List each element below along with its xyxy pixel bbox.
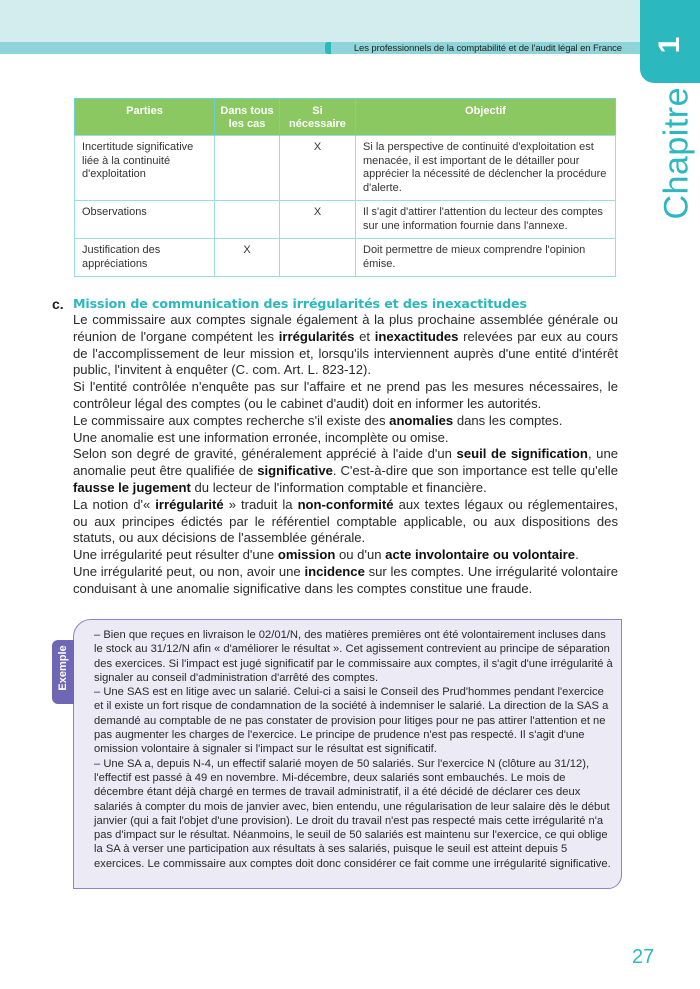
text: Le commissaire aux comptes signale également à la plus prochaine assemblée générale ou réunion de l'organe compétent les	[73, 312, 618, 344]
cell-objectif: Si la perspective de continuité d'exploitation est menacée, il est important de le détailler pour apprécier la nécessité de déclencher la procédure d'alerte.	[356, 136, 616, 201]
top-band	[0, 0, 640, 42]
running-title: Les professionnels de la comptabilité et de l'audit légal en France	[353, 42, 622, 54]
cell-tous-cas: X	[215, 239, 280, 277]
table-row	[75, 239, 616, 277]
text: La notion d'«	[73, 496, 156, 512]
paragraph	[73, 547, 618, 564]
text: , une anomalie peut être qualifiée de	[73, 446, 619, 479]
text: dans les comptes.	[453, 412, 563, 428]
text: relevées par eux au cours de l'accomplissement de leur mission et, lorsqu'ils interviennent auprès d'une entité d'intérêt public, l'invitent à enquêter (C. com. Art. L. 823-12).	[73, 328, 618, 378]
cell-si-necessaire	[280, 239, 356, 277]
table-row	[75, 136, 616, 201]
text: Une irrégularité peut résulter d'une	[73, 547, 278, 563]
cell-tous-cas	[215, 201, 280, 239]
bold-term: irrégularité	[155, 496, 224, 512]
text: Selon son degré de gravité, généralement apprécié à l'aide d'un	[73, 446, 457, 462]
cell-partie: Justification des appréciations	[75, 239, 215, 277]
example-item: – Une SA a, depuis N-4, un effectif salarié moyen de 50 salariés. Sur l'exercice N (clôture au 31/12), l'effectif est passé à 49 en novembre. Mi-décembre, deux salariés sont embauchés. Le mois de décembre étant déjà chargé en termes de travail administratif, il a été décidé de déclarer ces deux salariés à compter du mois de janvier avec, bien entendu, une régularisation de leur salaire dès le début janvier (qui a fait l'objet d'une provision). Le droit du travail n'est pas respecté mais cette irrégularité n'a pas d'impact sur le résultat. Néanmoins, le seuil de 50 salariés est maintenu sur l'exercice, ce qui oblige la SA à verser une participation aux résultats à ses salariés, puisque le seuil est atteint depuis 5 exercices. Le commissaire aux comptes doit donc considérer ce fait comme une irrégularité significative.	[94, 757, 611, 870]
text: sur les comptes. Une irrégularité volontaire conduisant à une anomalie significative dans les comptes constitue une fraude.	[73, 563, 618, 596]
text: .	[575, 547, 579, 563]
header-parties: Parties	[75, 99, 215, 136]
example-item: – Une SAS est en litige avec un salarié. Celui-ci a saisi le Conseil des Prud'hommes pendant l'exercice et il existe un fort risque de condamnation de la société à indemniser le salarié. La direction de la SAS a demandé au comptable de ne pas constater de provision pour litiges pour ne pas attirer l'attention et ne pas augmenter les charges de l'exercice. Le principe de prudence n'est pas respecté. Il s'agit d'une omission volontaire à signaler si l'impact sur le résultat est significatif.	[94, 686, 609, 756]
bold-term: omission	[277, 547, 336, 563]
section-letter: c.	[52, 296, 64, 312]
paragraph	[73, 413, 618, 430]
bold-term: acte involontaire ou volontaire	[385, 547, 576, 563]
bold-term: seuil de signification	[456, 446, 588, 462]
paragraph: Une anomalie est une information erronée, incomplète ou omise.	[73, 429, 449, 445]
table-header-row	[75, 99, 616, 136]
example-text	[94, 628, 614, 871]
page-number: 27	[632, 946, 655, 968]
text: et	[354, 328, 375, 344]
text: ou d'un	[335, 547, 386, 563]
chapter-number: 1	[653, 36, 686, 54]
chapter-label: Chapitre	[657, 86, 696, 220]
text: aux textes légaux ou réglementaires, ou aux principes édictés par le référentiel comptable applicable, ou aux dispositions des statuts, ou aux décisions de l'assemblée générale.	[73, 496, 618, 546]
section-title: Mission de communication des irrégularités et des inexactitudes	[73, 296, 527, 311]
header-si-necessaire: Si nécessaire	[280, 99, 356, 136]
bold-term: irrégularités	[278, 328, 355, 344]
paragraph	[73, 497, 618, 547]
example-tab	[52, 640, 74, 704]
cell-si-necessaire: X	[280, 136, 356, 201]
cell-objectif: Il s'agit d'attirer l'attention du lecteur des comptes sur une information fournie dans l'annexe.	[356, 201, 616, 239]
table-row	[75, 201, 616, 239]
text: . C'est-à-dire que son importance est telle qu'elle	[332, 463, 618, 479]
header-objectif: Objectif	[356, 99, 616, 136]
chapter-tab	[640, 0, 700, 83]
cell-tous-cas	[215, 136, 280, 201]
bold-term: incidence	[304, 563, 365, 579]
bold-term: anomalies	[389, 412, 454, 428]
paragraph	[73, 564, 618, 598]
paragraph	[73, 446, 618, 496]
bold-term: significative	[257, 463, 333, 479]
text: Le commissaire aux comptes recherche s'il existe des	[73, 412, 390, 428]
report-parts-table	[74, 98, 616, 277]
header-marker	[325, 42, 331, 54]
cell-partie: Incertitude significative liée à la continuité d'exploitation	[75, 136, 215, 201]
cell-objectif: Doit permettre de mieux comprendre l'opinion émise.	[356, 239, 616, 277]
header-dans-tous-les-cas: Dans tous les cas	[215, 99, 280, 136]
text: » traduit la	[223, 496, 298, 512]
bold-term: inexactitudes	[374, 328, 459, 344]
cell-si-necessaire: X	[280, 201, 356, 239]
bold-term: non-conformité	[297, 496, 394, 512]
paragraph	[73, 312, 618, 379]
paragraph: Si l'entité contrôlée n'enquête pas sur l'affaire et ne prend pas les mesures nécessaires, le contrôleur légal des comptes (ou le cabinet d'audit) doit en informer les autorités.	[73, 379, 618, 411]
cell-partie: Observations	[75, 201, 215, 239]
text: Une irrégularité peut, ou non, avoir une	[73, 563, 305, 579]
section-body	[73, 312, 618, 598]
example-label: Exemple	[57, 645, 69, 691]
example-item: – Bien que reçues en livraison le 02/01/N, des matières premières ont été volontairement incluses dans le stock au 31/12/N afin « d'améliorer le résultat ». Cet agissement contrevient au principe de séparation des exercices. Si l'impact est jugé significatif par le commissaire aux comptes, il s'agit d'une irrégularité à signaler au conseil d'administration d'arrêté des comptes.	[94, 629, 613, 684]
text: du lecteur de l'information comptable et financière.	[190, 479, 487, 495]
bold-term: fausse le jugement	[73, 479, 191, 495]
